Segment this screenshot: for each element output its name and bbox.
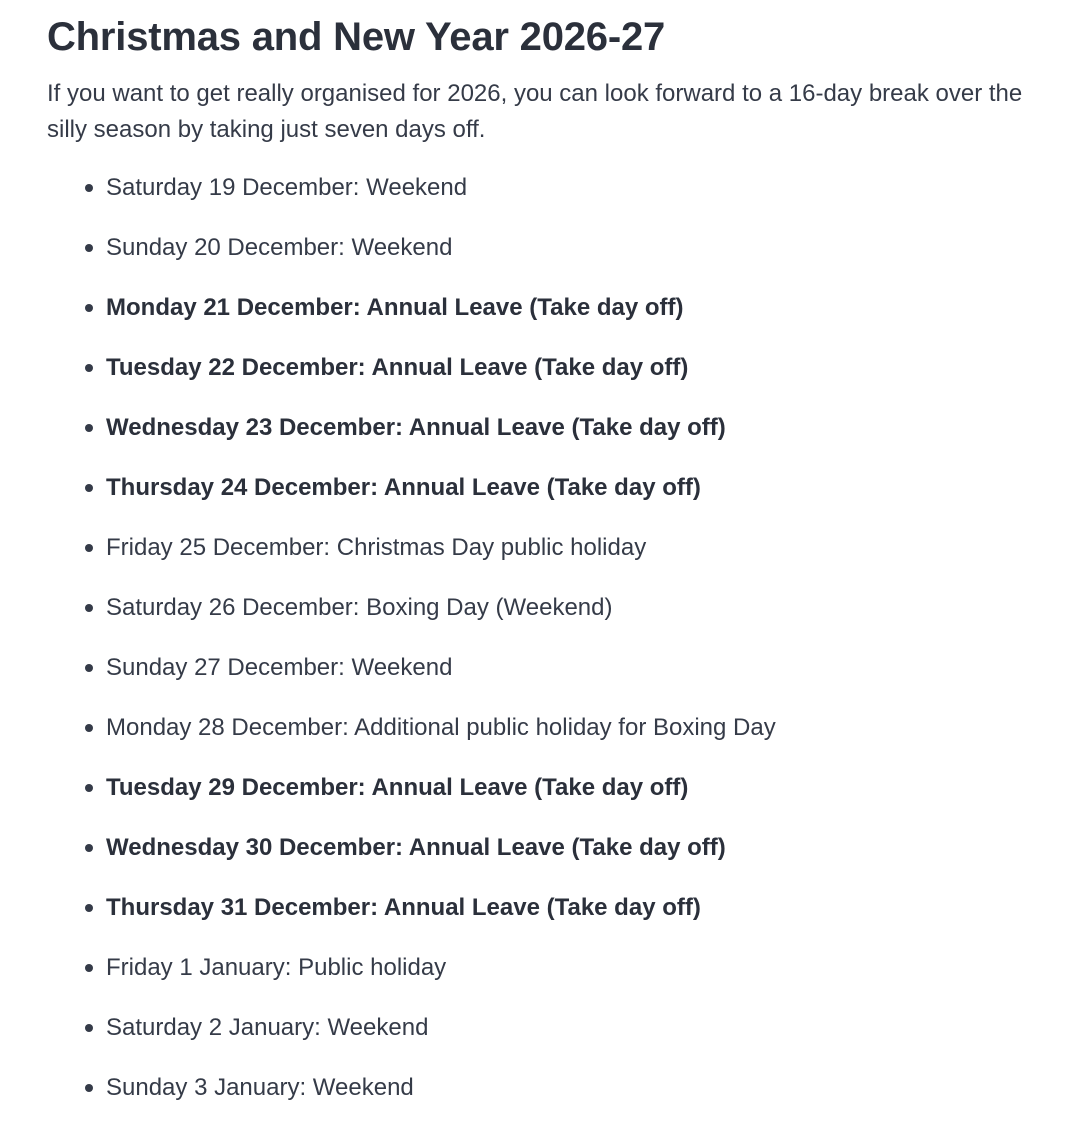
bullet-icon — [85, 1024, 93, 1032]
bullet-icon — [85, 1084, 93, 1092]
list-item — [47, 758, 1034, 818]
list-item-text: Saturday 2 January: Weekend — [106, 1014, 429, 1041]
section-heading: Christmas and New Year 2026-27 — [47, 15, 666, 59]
list-item-text: Saturday 19 December: Weekend — [106, 174, 468, 201]
list-item — [47, 638, 1034, 698]
bullet-icon — [85, 724, 93, 732]
bullet-icon — [85, 364, 93, 372]
list-item-text: Wednesday 23 December: Annual Leave (Take day off) — [106, 414, 726, 441]
intro-paragraph: If you want to get really organised for 2026, you can look forward to a 16-day break over the silly season by taking just seven days off. — [47, 80, 1023, 143]
bullet-icon — [85, 964, 93, 972]
list-item-text: Friday 25 December: Christmas Day public holiday — [106, 534, 647, 561]
list-item — [47, 158, 1034, 218]
bullet-icon — [85, 304, 93, 312]
bullet-icon — [85, 784, 93, 792]
bullet-icon — [85, 664, 93, 672]
list-item-text: Wednesday 30 December: Annual Leave (Take day off) — [106, 834, 726, 861]
list-item — [47, 398, 1034, 458]
list-item-text: Tuesday 22 December: Annual Leave (Take day off) — [106, 354, 689, 381]
list-item-text: Thursday 31 December: Annual Leave (Take day off) — [106, 894, 701, 921]
leave-schedule-list — [47, 158, 1034, 1118]
bullet-icon — [85, 424, 93, 432]
bullet-icon — [85, 244, 93, 252]
list-item — [47, 698, 1034, 758]
list-item-text: Saturday 26 December: Boxing Day (Weekend) — [106, 594, 613, 621]
list-item — [47, 1058, 1034, 1118]
list-item — [47, 218, 1034, 278]
list-item — [47, 818, 1034, 878]
bullet-icon — [85, 184, 93, 192]
bullet-icon — [85, 604, 93, 612]
bullet-icon — [85, 544, 93, 552]
list-item-text: Monday 21 December: Annual Leave (Take day off) — [106, 294, 684, 321]
bullet-icon — [85, 904, 93, 912]
list-item — [47, 278, 1034, 338]
list-item-text: Sunday 27 December: Weekend — [106, 654, 453, 681]
list-item — [47, 338, 1034, 398]
list-item-text: Thursday 24 December: Annual Leave (Take day off) — [106, 474, 701, 501]
list-item-text: Sunday 3 January: Weekend — [106, 1074, 414, 1101]
list-item — [47, 458, 1034, 518]
list-item — [47, 878, 1034, 938]
list-item — [47, 578, 1034, 638]
list-item-text: Sunday 20 December: Weekend — [106, 234, 453, 261]
bullet-icon — [85, 844, 93, 852]
list-item-text: Tuesday 29 December: Annual Leave (Take day off) — [106, 774, 689, 801]
list-item — [47, 518, 1034, 578]
list-item-text: Friday 1 January: Public holiday — [106, 954, 447, 981]
bullet-icon — [85, 484, 93, 492]
list-item — [47, 938, 1034, 998]
list-item — [47, 998, 1034, 1058]
list-item-text: Monday 28 December: Additional public holiday for Boxing Day — [106, 714, 776, 741]
